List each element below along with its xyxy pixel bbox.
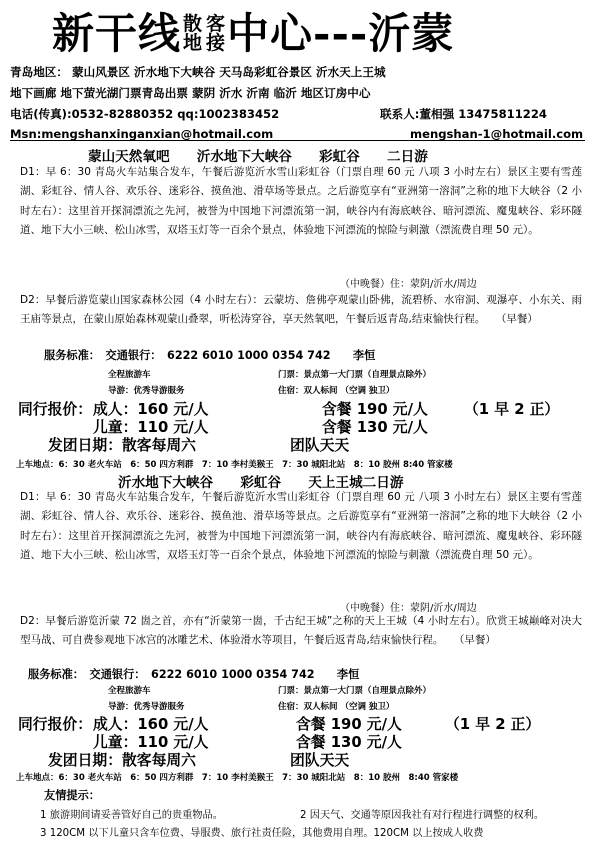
tour1-day2: D2：早餐后游览蒙山国家森林公园（4 小时左右）：云蒙坊、詹佛亭观蒙山卧佛，流碧桥、水帘洞、观瀑亭、小东关、雨王庙等景点，在蒙山原始森林观蒙山叠翠，听松涛穿谷，享天然氧吧，午餐后返青岛,结束愉快行程。 （早餐） [20, 294, 582, 326]
tour2-price-child-meal: 含餐 130 元/人 [296, 734, 402, 751]
header-region-line: 青岛地区： 蒙山风景区 沂水地下大峡谷 天马岛彩虹谷景区 沂水天上王城 [10, 65, 386, 79]
tour1-title: 蒙山天然氧吧 沂水地下大峡谷 彩虹谷 二日游 [88, 149, 428, 165]
tips-item-3: 3 120CM 以下儿童只含车位费、导服费、旅行社责任险，其他费用自理。120CM 以上按成人收费 [40, 828, 484, 839]
tour1-price-child-meal: 含餐 130 元/人 [322, 419, 428, 436]
tips-item-1: 1 旅游期间请妥善管好自己的贵重物品。 [40, 810, 223, 821]
header-divider [10, 140, 585, 141]
tour1-price-adult: 成人：160 元/人 [93, 401, 209, 418]
header-contact: 联系人:董相强 13475811224 [380, 107, 547, 121]
tour1-price-child: 儿童：110 元/人 [93, 419, 209, 436]
brand-title [52, 6, 454, 62]
tour2-service-hotel: 住宿：双人标间 （空调 独卫） [278, 702, 395, 712]
tour2-day1-lodging: （中晚餐）住：蒙阴/沂水/周边 [340, 603, 477, 614]
header-msn-2: mengshan-1@hotmail.com [410, 127, 584, 141]
header-phone: 电话(传真):0532-82880352 qq:1002383452 [10, 107, 280, 121]
tour1-service-hotel: 住宿：双人标间 （空调 独卫） [278, 386, 395, 396]
tour1-service-tickets: 门票：景点第一大门票（自理景点除外） [278, 370, 432, 380]
tour2-meal-note: （1 早 2 正） [445, 716, 541, 733]
brand-stack-1: 散 地 [183, 13, 203, 54]
tour2-day2: D2：早餐后游览沂蒙 72 崮之首，亦有“沂蒙第一崮，千古纪王城”之称的天上王城（4 小时左右）。欣赏王城巅峰对决大型马战、可自费参观地下冰宫的冰雕艺术、体验滑水等项目，午餐后返青岛,结束愉快行程。 （早餐） [20, 615, 582, 647]
tour1-day1-lodging: （中晚餐）住：蒙阴/沂水/周边 [340, 279, 477, 290]
tour1-price-label: 同行报价： [18, 401, 92, 418]
tour1-depart: 发团日期：散客每周六 [48, 437, 196, 454]
tour1-pickup: 上车地点：6：30 老火车站 6：50 四方利群 7：10 李村美猴王 7：30 城阳北站 8：10 胶州 8:40 管家楼 [16, 460, 453, 470]
tour1-service: 服务标准： 交通银行： 6222 6010 1000 0354 742 李恒 [44, 349, 376, 362]
brand-left: 新干线 [52, 9, 182, 58]
tour1-service-guide: 导游：优秀导游服务 [108, 386, 185, 396]
tour2-service-tickets: 门票：景点第一大门票（自理景点除外） [278, 686, 432, 696]
header-sites-line: 地下画廊 地下萤光湖门票青岛出票 蒙阴 沂水 沂南 临沂 地区订房中心 [10, 86, 371, 100]
tour1-meal-note: （1 早 2 正） [464, 401, 560, 418]
tips-item-2: 2 因天气、交通等原因我社有对行程进行调整的权利。 [300, 810, 545, 821]
tour2-price-child: 儿童：110 元/人 [93, 734, 209, 751]
tour2-price-adult-meal: 含餐 190 元/人 [296, 716, 402, 733]
tour2-price-adult: 成人：160 元/人 [93, 716, 209, 733]
brand-stack-2: 客 接 [206, 13, 226, 54]
tour2-title: 沂水地下大峡谷 彩虹谷 天上王城二日游 [118, 475, 404, 491]
tour1-price-adult-meal: 含餐 190 元/人 [322, 401, 428, 418]
tour2-pickup: 上车地点：6：30 老火车站 6：50 四方利群 7：10 李村美猴王 7：30 城阳北站 8：10 胶州 8:40 管家楼 [16, 773, 459, 783]
brand-right: 中心---沂蒙 [227, 9, 455, 58]
tour1-team: 团队天天 [290, 437, 350, 454]
tips-title: 友情提示： [44, 789, 100, 802]
tour2-price-label: 同行报价： [18, 716, 92, 733]
tour2-service-guide: 导游：优秀导游服务 [108, 702, 185, 712]
tour1-service-bus: 全程旅游车 [108, 370, 151, 380]
tour2-day1: D1：早 6：30 青岛火车站集合发车，午餐后游览沂水雪山彩虹谷（门票自理 60 元 八项 3 小时左右）景区主要有雪莲湖、彩虹谷、情人谷、欢乐谷、迷彩谷、摸鱼池、滑草场等景点。之后游览享有“亚洲第一溶洞”之称的地下大峡谷（2 小时左右）：这里首开探洞漂流之先河，被誉为中国地下河漂流第一洞，峡谷内有海底峡谷、暗河漂流、魔鬼峡谷、彩环隧道、地下大小三峡、松山冰雪，双塔玉灯等一百余个景点，体验地下河漂流的惊险与刺激（漂流费自理 50 元）。 [20, 491, 582, 562]
tour2-depart: 发团日期：散客每周六 [48, 752, 196, 769]
tour2-service: 服务标准： 交通银行： 6222 6010 1000 0354 742 李恒 [28, 668, 360, 681]
tour2-team: 团队天天 [290, 752, 350, 769]
tour1-day1: D1：早 6：30 青岛火车站集合发车，午餐后游览沂水雪山彩虹谷（门票自理 60 元 八项 3 小时左右）景区主要有雪莲湖、彩虹谷、情人谷、欢乐谷、迷彩谷、摸鱼池、滑草场等景点。之后游览享有“亚洲第一溶洞”之称的地下大峡谷（2 小时左右）：这里首开探洞漂流之先河，被誉为中国地下河漂流第一洞，峡谷内有海底峡谷、暗河漂流、魔鬼峡谷、彩环隧道、地下大小三峡、松山冰雪，双塔玉灯等一百余个景点，体验地下河漂流的惊险与刺激（漂流费自理 50 元）。 [20, 166, 582, 237]
tour2-service-bus: 全程旅游车 [108, 686, 151, 696]
header-msn: Msn:mengshanxinganxian@hotmail.com [10, 127, 274, 141]
